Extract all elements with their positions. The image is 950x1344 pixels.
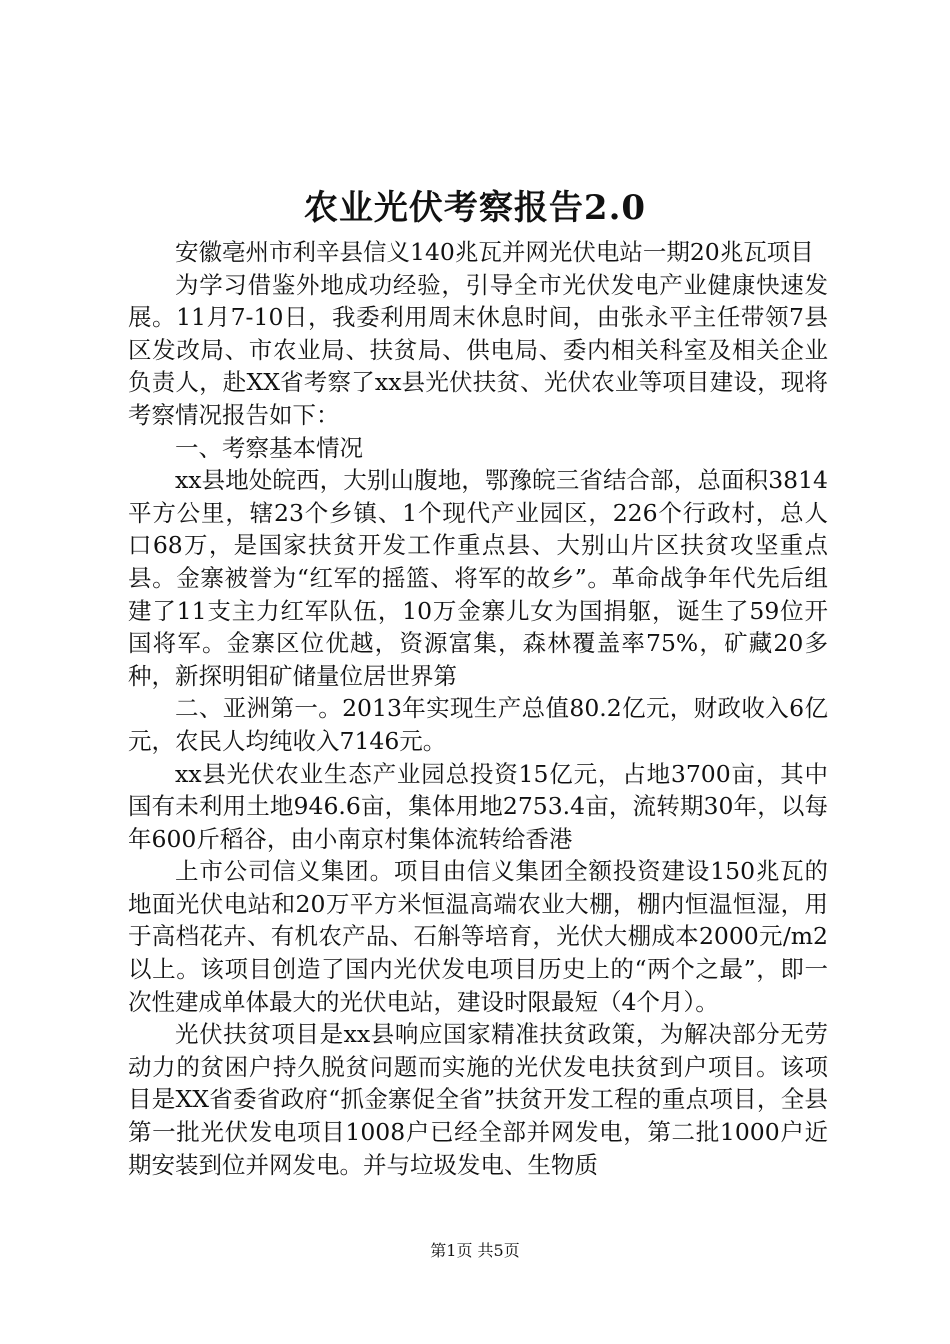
paragraph-economy: 二、亚洲第一。2013年实现生产总值80.2亿元，财政收入6亿元，农民人均纯收入7146元。 [128, 694, 828, 755]
document-title: 农业光伏考察报告2.0 [303, 188, 647, 228]
document-body [128, 236, 828, 1181]
paragraph-poverty-project: 光伏扶贫项目是xx县响应国家精准扶贫政策，为解决部分无劳动力的贫困户持久脱贫问题而实施的光伏发电扶贫到户项目。该项目是XX省委省政府“抓金寨促全省”扶贫开发工程的重点项目，全县第一批光伏发电项目1008户已经全部并网发电，第二批1000户近期安装到位并网发电。并与垃圾发电、生物质 [128, 1020, 828, 1179]
section-heading-overview: 一、考察基本情况 [175, 433, 363, 462]
paragraph-xinyi-project: 上市公司信义集团。项目由信义集团全额投资建设150兆瓦的地面光伏电站和20万平方米恒温高端农业大棚，棚内恒温恒湿，用于高档花卉、有机农产品、石斛等培育，光伏大棚成本2000元/m2以上。该项目创造了国内光伏发电项目历史上的“两个之最”，即一次性建成单体最大的光伏电站，建设时限最短（4个月）。 [128, 857, 828, 1016]
paragraph-project-name: 安徽亳州市利辛县信义140兆瓦并网光伏电站一期20兆瓦项目 [175, 238, 814, 266]
paragraph-intro: 为学习借鉴外地成功经验，引导全市光伏发电产业健康快速发展。11月7-10日，我委利用周末休息时间，由张永平主任带领7县区发改局、市农业局、扶贫局、供电局、委内相关科室及相关企业负责人，赴XX省考察了xx县光伏扶贫、光伏农业等项目建设，现将考察情况报告如下： [128, 270, 828, 429]
page-number-footer: 第1页 共5页 [430, 1241, 520, 1260]
paragraph-industrial-park: xx县光伏农业生态产业园总投资15亿元，占地3700亩，其中国有未利用土地946.6亩，集体用地2753.4亩，流转期30年，以每年600斤稻谷，由小南京村集体流转给香港 [128, 759, 828, 853]
paragraph-county-overview: xx县地处皖西，大别山腹地，鄂豫皖三省结合部，总面积3814平方公里，辖23个乡镇、1个现代产业园区，226个行政村，总人口68万，是国家扶贫开发工作重点县、大别山片区扶贫攻坚重点县。金寨被誉为“红军的摇篮、将军的故乡”。革命战争年代先后组建了11支主力红军队伍，10万金寨儿女为国捐躯，诞生了59位开国将军。金寨区位优越，资源富集，森林覆盖率75%，矿藏20多种，新探明钼矿储量位居世界第 [128, 466, 828, 690]
